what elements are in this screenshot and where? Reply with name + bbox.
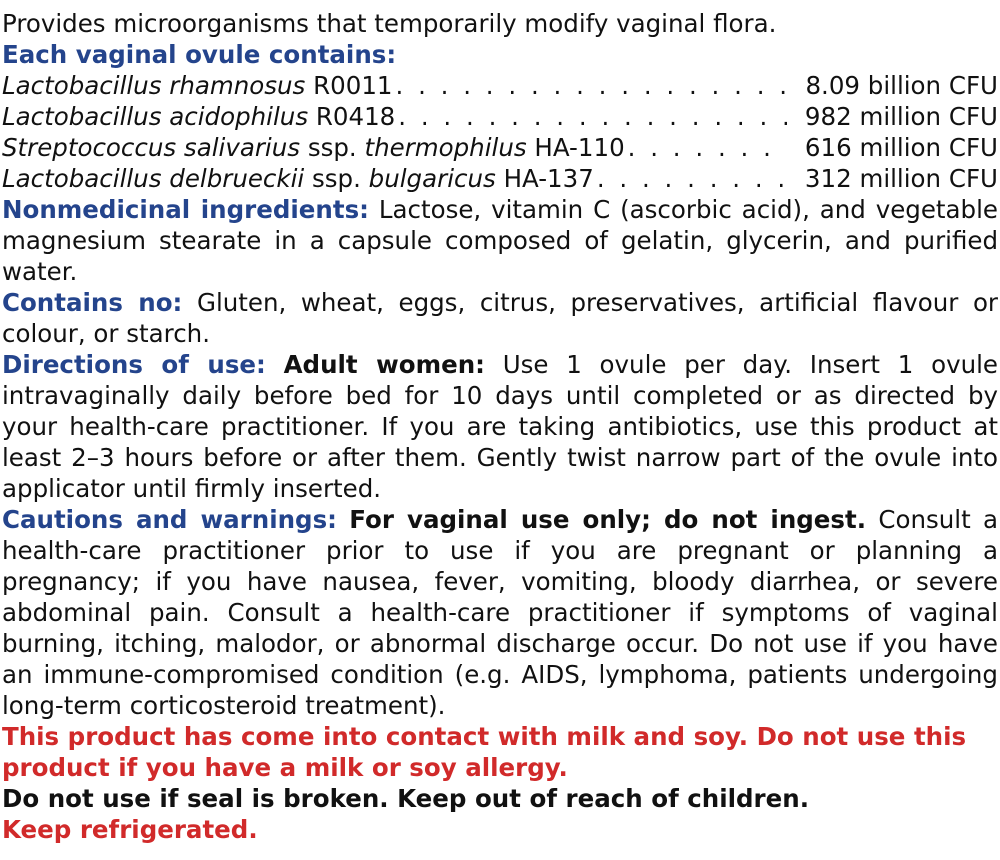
directions-text: Use 1 ovule per day. Insert 1 ovule intravaginally daily before bed for 10 days until completed or as directed by your health-care practitioner. If you are taking antibiotics, use this product at least 2–3 hours before or after them. Gently twist narrow part of the ovule into applicator until firmly inserted. — [2, 350, 998, 503]
ingredient-name — [2, 101, 395, 132]
intro-text: Provides microorganisms that temporarily modify vaginal flora. — [2, 9, 777, 38]
ingredient-species: Lactobacillus rhamnosus — [2, 71, 306, 100]
nonmedicinal-section — [2, 194, 998, 287]
ingredient-species: Lactobacillus delbrueckii — [2, 164, 305, 193]
ingredient-ssp: ssp. — [312, 164, 361, 193]
ingredients-heading: Each vaginal ovule contains: — [2, 40, 397, 69]
ingredient-species: Streptococcus salivarius — [2, 133, 301, 162]
ingredient-strain: HA-137 — [503, 164, 594, 193]
allergy-warning: This product has come into contact with milk and soy. Do not use this product if you have a milk or soy allergy. — [2, 722, 967, 782]
nonmedicinal-heading: Nonmedicinal ingredients: — [2, 195, 369, 224]
contains-no-heading: Contains no: — [2, 288, 183, 317]
ingredient-row — [2, 132, 998, 163]
ingredient-amount: 616 million CFU — [804, 133, 998, 162]
ingredient-amount: 8.09 billion CFU — [805, 71, 998, 100]
ingredient-name — [2, 132, 625, 163]
cautions-text: Consult a health-care practitioner prior to use if you are pregnant or planning a pregnancy; if you have nausea, fever, vomiting, bloody diarrhea, or severe abdominal pain. Consult a health-care practitioner if symptoms of vaginal burning, itching, malodor, or abnormal discharge occur. Do not use if you have an immune-compromised condition (e.g. AIDS, lymphoma, patients undergoing long-term corticosteroid treatment). — [2, 505, 998, 720]
contains-no-text: Gluten, wheat, eggs, citrus, preservatives, artificial flavour or colour, or starch. — [2, 288, 999, 348]
ingredient-amount: 982 million CFU — [804, 102, 998, 131]
seal-warning: Do not use if seal is broken. Keep out of reach of children. — [2, 784, 810, 813]
dot-leader — [594, 163, 787, 194]
directions-section — [2, 349, 998, 504]
ingredient-amount: 312 million CFU — [804, 164, 998, 193]
cautions-section — [2, 504, 998, 721]
ingredient-subspecies: bulgaricus — [368, 164, 496, 193]
nonmedicinal-text: Lactose, vitamin C (ascorbic acid), and vegetable magnesium stearate in a capsule composed of gelatin, glycerin, and purified water. — [2, 195, 998, 286]
ingredient-strain: R0011 — [313, 71, 393, 100]
dot-leader — [625, 132, 787, 163]
ingredient-name — [2, 70, 393, 101]
ingredient-ssp: ssp. — [307, 133, 357, 162]
directions-subheading: Adult women: — [283, 350, 485, 379]
ingredient-subspecies: thermophilus — [364, 133, 527, 162]
dot-leader — [395, 101, 787, 132]
storage-instruction: Keep refrigerated. — [2, 815, 258, 844]
ingredient-row — [2, 101, 998, 132]
ingredient-row — [2, 163, 998, 194]
ingredient-name — [2, 163, 594, 194]
ingredient-strain: HA-110 — [534, 133, 625, 162]
cautions-emphasis: For vaginal use only; do not ingest. — [349, 505, 867, 534]
ingredient-strain: R0418 — [315, 102, 396, 131]
ingredient-species: Lactobacillus acidophilus — [2, 102, 309, 131]
ingredient-row — [2, 70, 998, 101]
contains-no-section — [2, 287, 998, 349]
cautions-heading: Cautions and warnings: — [2, 505, 337, 534]
dot-leader — [393, 70, 788, 101]
directions-heading: Directions of use: — [2, 350, 266, 379]
